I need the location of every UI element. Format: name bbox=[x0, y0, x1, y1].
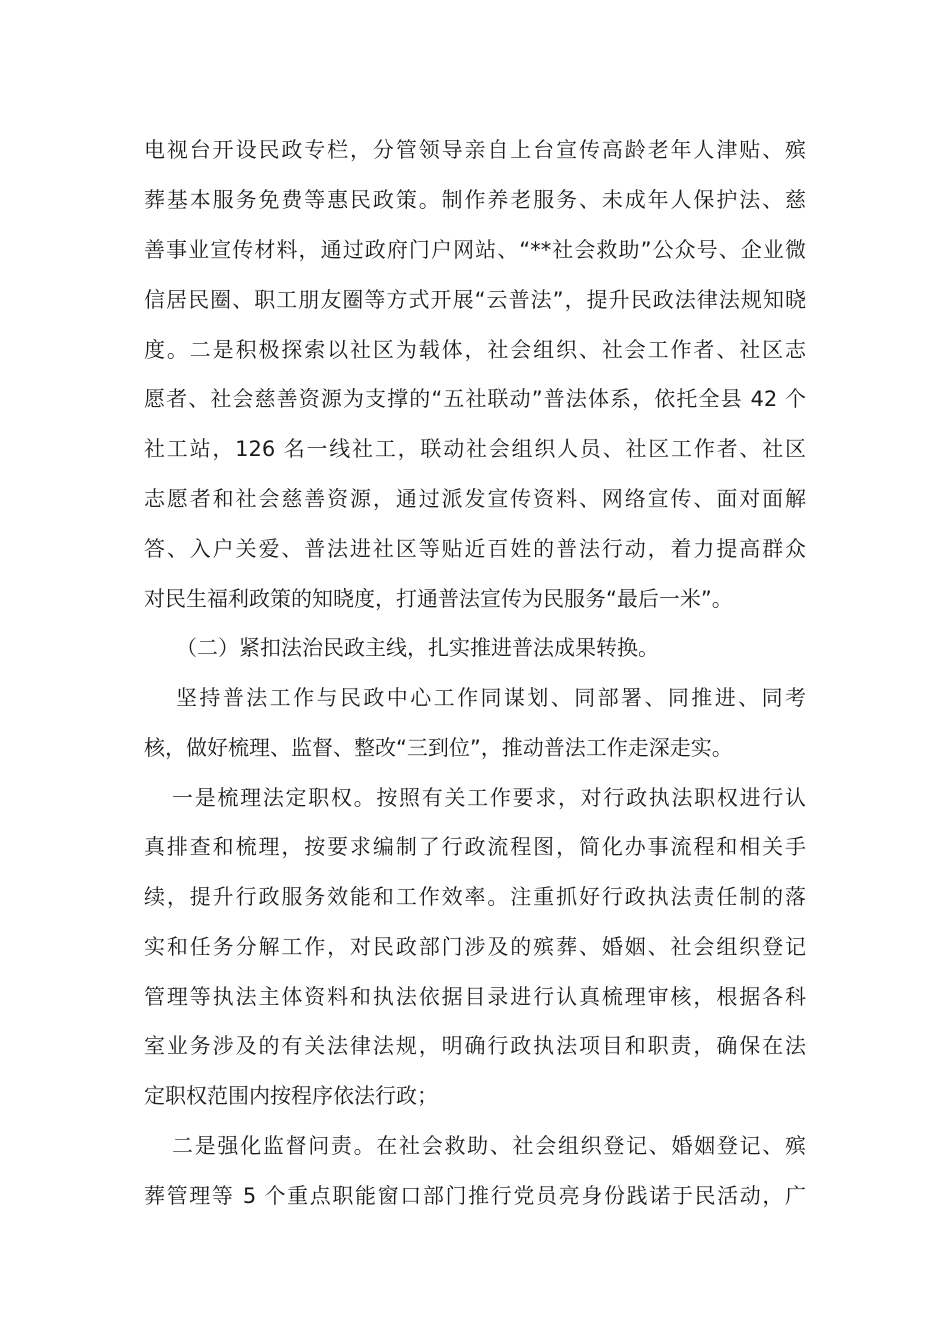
text-line: 续，提升行政服务效能和工作效率。注重抓好行政执法责任制的落 bbox=[144, 885, 806, 909]
text-line: 电视台开设民政专栏，分管领导亲自上台宣传高龄老年人津贴、殡 bbox=[144, 138, 806, 162]
text-line: 一是梳理法定职权。按照有关工作要求，对行政执法职权进行认 bbox=[172, 786, 806, 810]
text-line: 信居民圈、职工朋友圈等方式开展“云普法”，提升民政法律法规知晓 bbox=[144, 288, 806, 312]
text-line: 管理等执法主体资料和执法依据目录进行认真梳理审核，根据各科 bbox=[144, 985, 806, 1009]
text-line: 善事业宣传材料，通过政府门户网站、“**社会救助”公众号、企业微 bbox=[144, 238, 806, 262]
text-line: 愿者、社会慈善资源为支撑的“五社联动”普法体系，依托全县 42 个 bbox=[144, 387, 806, 411]
text-line: 葬管理等 5 个重点职能窗口部门推行党员亮身份践诺于民活动，广 bbox=[144, 1184, 806, 1208]
text-line: 室业务涉及的有关法律法规，明确行政执法项目和职责，确保在法 bbox=[144, 1034, 806, 1058]
text-line: 志愿者和社会慈善资源，通过派发宣传资料、网络宣传、面对面解 bbox=[144, 487, 806, 511]
text-line: 二是强化监督问责。在社会救助、社会组织登记、婚姻登记、殡 bbox=[172, 1134, 806, 1158]
section-heading: （二）紧扣法治民政主线，扎实推进普法成果转换。 bbox=[176, 636, 659, 660]
text-line: 度。二是积极探索以社区为载体，社会组织、社会工作者、社区志 bbox=[144, 338, 806, 362]
text-line: 葬基本服务免费等惠民政策。制作养老服务、未成年人保护法、慈 bbox=[144, 188, 806, 212]
text-line: 定职权范围内按程序依法行政； bbox=[144, 1084, 438, 1108]
text-line: 对民生福利政策的知晓度，打通普法宣传为民服务“最后一米”。 bbox=[144, 587, 733, 611]
text-line: 坚持普法工作与民政中心工作同谋划、同部署、同推进、同考 bbox=[176, 686, 806, 710]
text-line: 社工站，126 名一线社工，联动社会组织人员、社区工作者、社区 bbox=[144, 437, 806, 461]
text-line: 答、入户关爱、普法进社区等贴近百姓的普法行动，着力提高群众 bbox=[144, 537, 806, 561]
text-line: 核，做好梳理、监督、整改“三到位”，推动普法工作走深走实。 bbox=[144, 736, 733, 760]
text-line: 真排查和梳理，按要求编制了行政流程图，简化办事流程和相关手 bbox=[144, 835, 806, 859]
text-line: 实和任务分解工作，对民政部门涉及的殡葬、婚姻、社会组织登记 bbox=[144, 935, 806, 959]
